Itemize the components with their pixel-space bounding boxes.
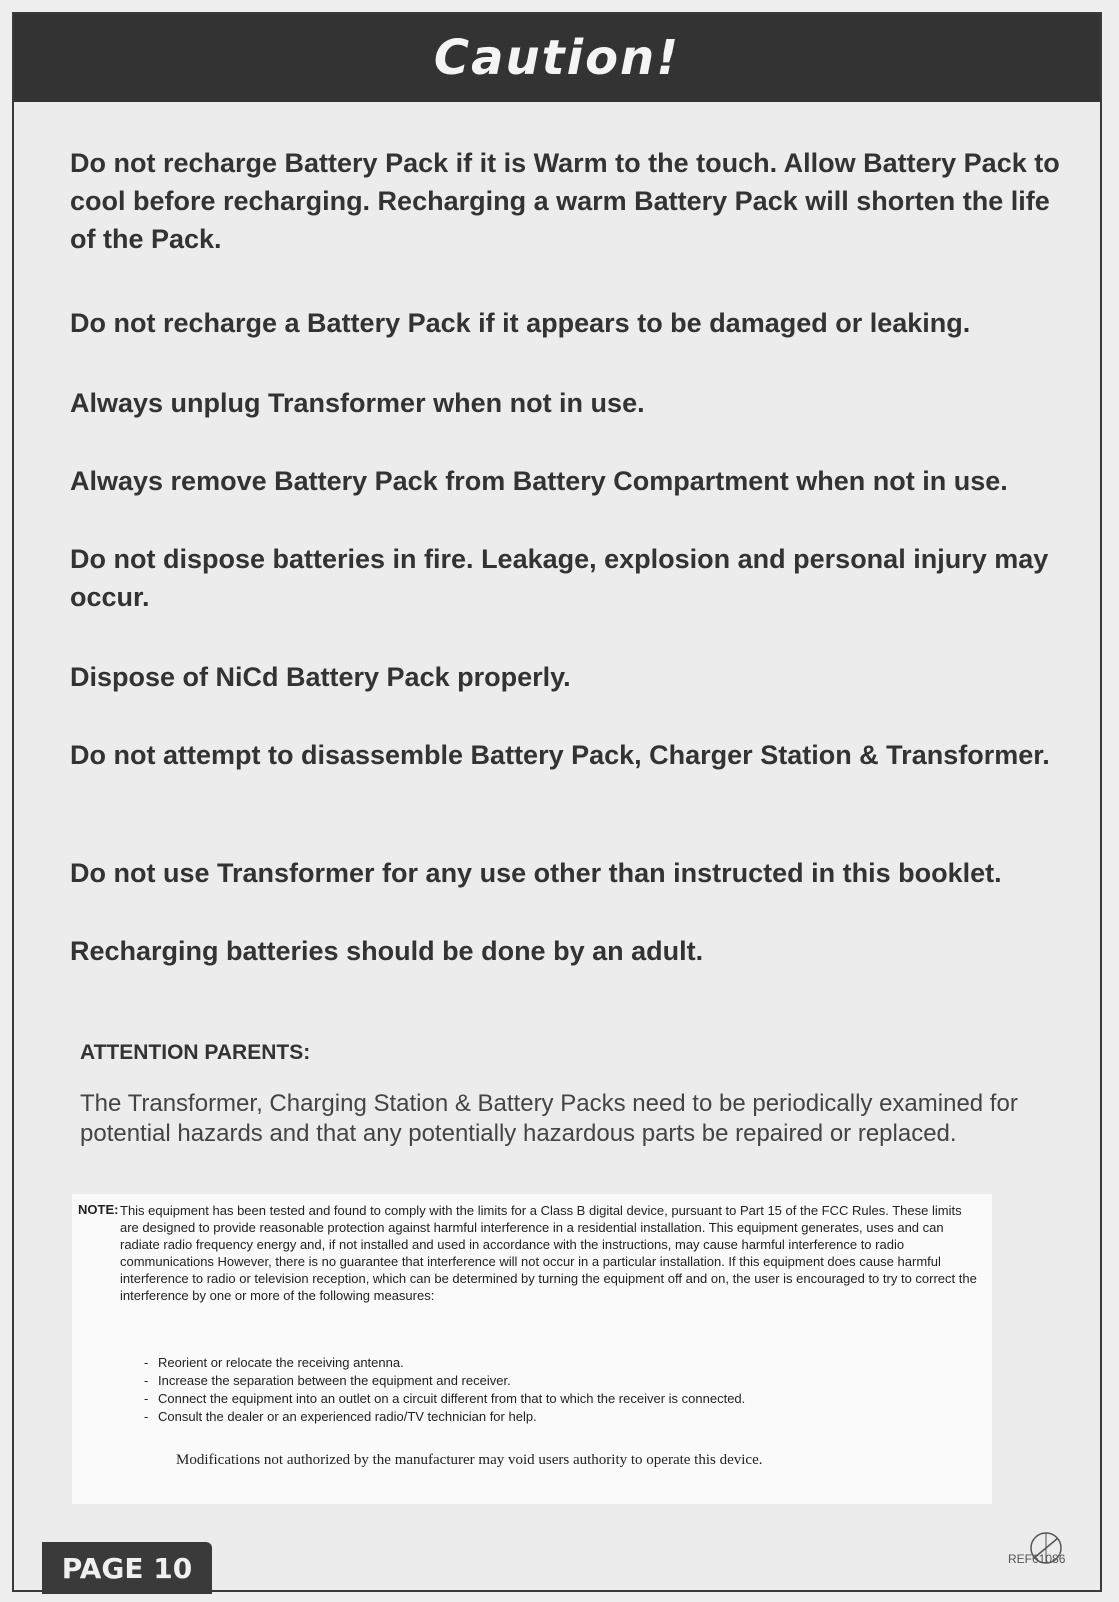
page-number-tab [42,1542,212,1594]
warning-item: Do not recharge a Battery Pack if it appears to be damaged or leaking. [70,308,971,338]
warning-item: Recharging batteries should be done by an adult. [70,936,704,966]
note-text: This equipment has been tested and found to comply with the limits for a Class B digital device, pursuant to Part 15 of the FCC Rules. These limits are designed to provide reasonable protection against harmful interference in a residential installation. This equipment generates, uses and can radiate radio frequency energy and, if not installed and used in accordance with the instructions, may cause harmful interference to radio communications However, there is no guarantee that interference will not occur in a particular installation. If this equipment does cause harmful interference to radio or television reception, which can be determined by turning the equipment off and on, the user is encouraged to try to correct the interference by one or more of the following measures: [120,1203,977,1303]
measure-item: - Increase the separation between the equipment and receiver. [144,1372,745,1390]
caution-page [12,12,1102,1592]
warning-item: Do not recharge Battery Pack if it is Warm to the touch. Allow Battery Pack to cool before recharging. Recharging a warm Battery Pack will shorten the life of the Pack. [70,148,1060,254]
warning-item: Do not use Transformer for any use other than instructed in this booklet. [70,858,1002,888]
warning-item: Always remove Battery Pack from Battery Compartment when not in use. [70,466,1008,496]
reference-mark [1008,1528,1078,1584]
attention-heading: ATTENTION PARENTS: [80,1041,311,1064]
caution-header [14,14,1100,102]
warning-item: Dispose of NiCd Battery Pack properly. [70,662,571,692]
caution-title: Caution! [433,30,681,86]
modifications-notice: Modifications not authorized by the manufacturer may void users authority to operate this device. [176,1452,763,1468]
fcc-note [72,1194,992,1504]
note-label: NOTE: [78,1202,119,1217]
measures-list [144,1354,745,1426]
reference-code: REF61086 [1008,1552,1066,1566]
warning-item: Do not attempt to disassemble Battery Pack, Charger Station & Transformer. [70,740,1050,770]
attention-text: The Transformer, Charging Station & Battery Packs need to be periodically examined for potential hazards and that any potentially hazardous parts be repaired or replaced. [80,1090,1018,1147]
measure-item: - Reorient or relocate the receiving antenna. [144,1354,745,1372]
measure-item: - Consult the dealer or an experienced radio/TV technician for help. [144,1408,745,1426]
warning-item: Always unplug Transformer when not in use. [70,388,645,418]
page-number: PAGE 10 [61,1551,193,1585]
warning-item: Do not dispose batteries in fire. Leakage, explosion and personal injury may occur. [70,544,1049,612]
measure-item: - Connect the equipment into an outlet on a circuit different from that to which the receiver is connected. [144,1390,745,1408]
